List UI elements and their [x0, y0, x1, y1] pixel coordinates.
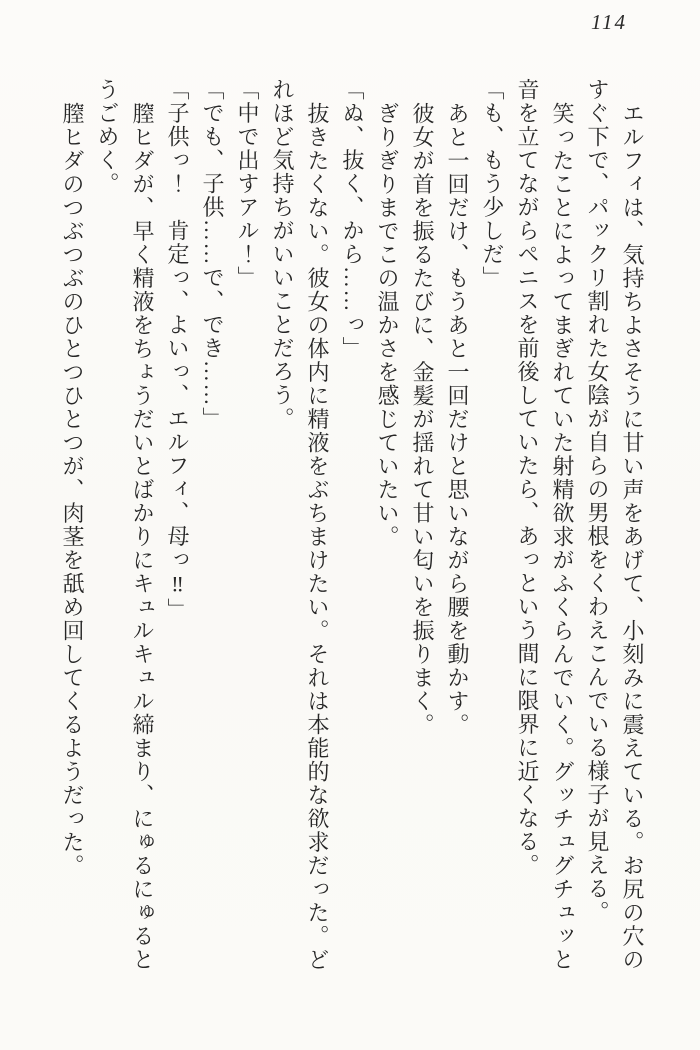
text-column: 「も、もう少しだ」	[480, 78, 505, 290]
text-column: すぐ下で、パックリ割れた女陰が自らの男根をくわえこんでいる様子が見える。	[585, 78, 610, 924]
text-column: れほど気持ちがいいことだろう。	[270, 78, 295, 431]
text-column: エルフィは、気持ちよさそうに甘い声をあげて、小刻みに震えている。お尻の穴の	[620, 101, 645, 971]
text-column: 「中で出すアル！」	[235, 78, 260, 290]
text-column: 「でも、子供……で、でき……」	[200, 78, 225, 431]
text-column: 「ぬ、抜く、から……っ」	[340, 78, 365, 360]
text-column: あと一回だけ、もうあと一回だけと思いながら腰を動かす。	[445, 101, 470, 736]
text-column: 抜きたくない。彼女の体内に精液をぶちまけたい。それは本能的な欲求だった。ど	[305, 101, 330, 971]
text-column: ぎりぎりまでこの温かさを感じていたい。	[375, 101, 400, 548]
text-column: 笑ったことによってまぎれていた射精欲求がふくらんでいく。グッチュグチュッと	[550, 101, 575, 971]
text-column: 「子供っ！ 肯定っ、よいっ、エルフィ、母っ‼」	[165, 78, 190, 622]
page-number: 114	[591, 10, 627, 34]
text-column: 音を立てながらペニスを前後していたら、あっという間に限界に近くなる。	[515, 78, 540, 877]
text-column: 膣ヒダが、早く精液をちょうだいとばかりにキュルキュル締まり、にゅるにゅると	[130, 101, 155, 971]
text-column: 彼女が首を振るたびに、金髪が揺れて甘い匂いを振りまく。	[410, 101, 435, 736]
text-body	[54, 78, 650, 983]
text-column: 膣ヒダのつぶつぶのひとつひとつが、肉茎を舐め回してくるようだった。	[60, 101, 85, 877]
text-column: うごめく。	[95, 78, 120, 196]
